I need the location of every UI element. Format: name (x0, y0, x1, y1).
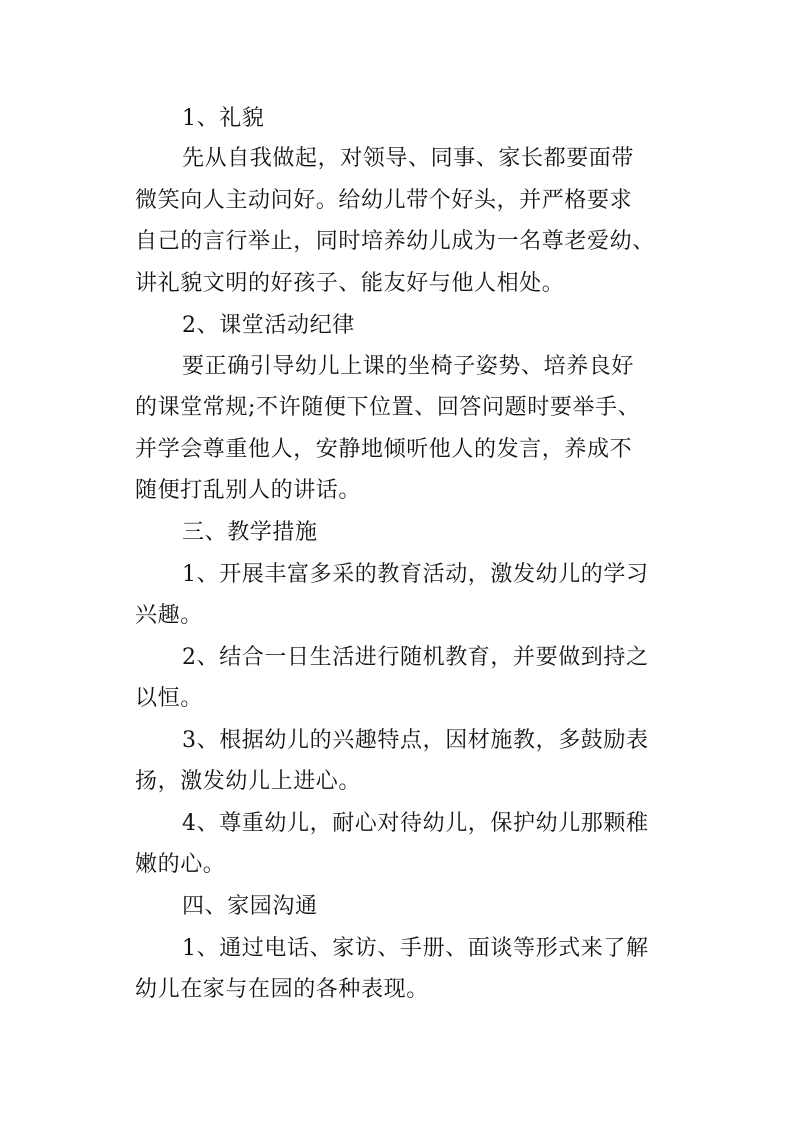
paragraph-line: 幼儿在家与在园的各种表现。 (135, 977, 429, 1002)
paragraph-line: 先从自我做起，对领导、同事、家长都要面带 (182, 146, 635, 171)
paragraph-line: 要正确引导幼儿上课的坐椅子姿势、培养良好 (182, 354, 635, 379)
paragraph-line: 扬，激发幼儿上进心。 (135, 769, 362, 794)
paragraph-line: 并学会尊重他人，安静地倾听他人的发言，养成不 (135, 437, 633, 462)
paragraph-line: 3、根据幼儿的兴趣特点，因材施教，多鼓励表 (182, 728, 649, 753)
paragraph-line: 自己的言行举止，同时培养幼儿成为一名尊老爱幼、 (135, 229, 655, 254)
paragraph-line: 的课堂常规;不许随便下位置、回答问题时要举手、 (135, 395, 641, 420)
paragraph-line: 1、开展丰富多采的教育活动，激发幼儿的学习 (182, 562, 649, 587)
paragraph-line: 4、尊重幼儿，耐心对待幼儿，保护幼儿那颗稚 (182, 811, 649, 836)
paragraph-line: 讲礼貌文明的好孩子、能友好与他人相处。 (135, 271, 565, 296)
paragraph-line: 以恒。 (135, 686, 203, 711)
heading-teaching-measures: 三、教学措施 (182, 520, 318, 545)
heading-home-school-communication: 四、家园沟通 (182, 894, 318, 919)
paragraph-line: 兴趣。 (135, 603, 203, 628)
heading-courtesy: 1、礼貌 (182, 106, 265, 131)
paragraph-line: 1、通过电话、家访、手册、面谈等形式来了解 (182, 936, 649, 961)
paragraph-line: 2、结合一日生活进行随机教育，并要做到持之 (182, 645, 649, 670)
paragraph-line: 随便打乱别人的讲话。 (135, 478, 362, 503)
paragraph-line: 嫩的心。 (135, 852, 226, 877)
heading-classroom-discipline: 2、课堂活动纪律 (182, 313, 355, 338)
paragraph-line: 微笑向人主动问好。给幼儿带个好头，并严格要求 (135, 188, 633, 213)
